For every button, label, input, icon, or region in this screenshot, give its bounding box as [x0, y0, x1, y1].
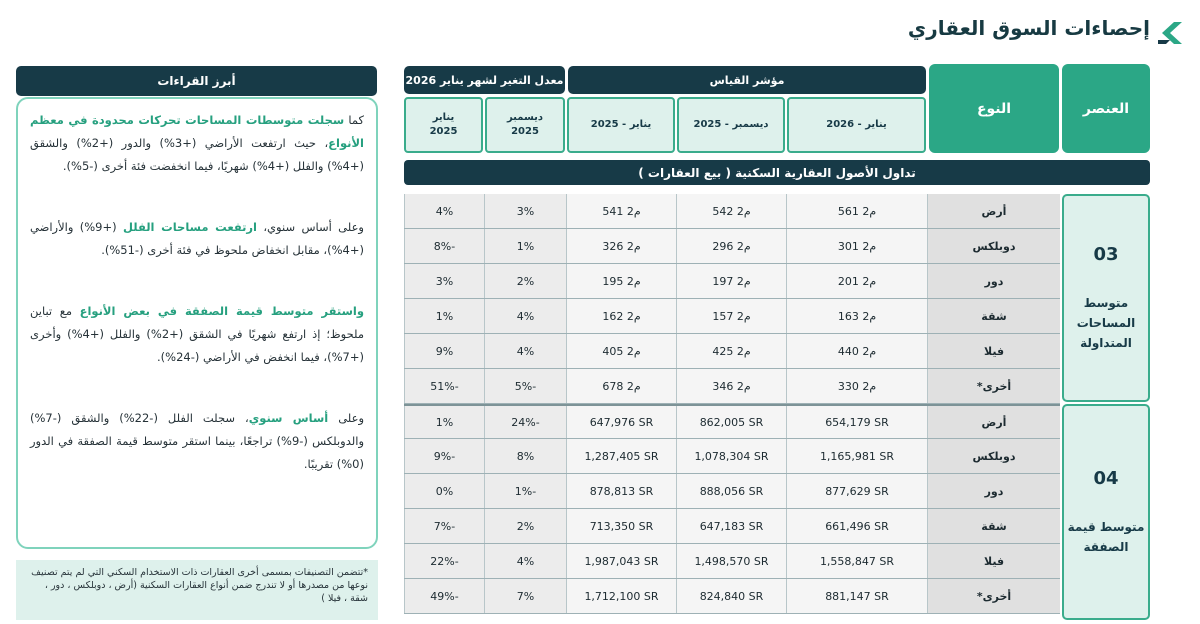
block-title: متوسط المساحات المتداولة	[1076, 295, 1136, 350]
page-title: إحصاءات السوق العقاري	[907, 16, 1150, 40]
type-cell: دوبلكس	[927, 439, 1060, 473]
header-col-jan2025: يناير - 2025	[567, 97, 675, 153]
jan2026-cell: 201 م2	[786, 264, 927, 298]
table-row	[404, 369, 1060, 404]
dec2025-cell: 1,498,570 SR	[676, 544, 786, 578]
para-text: مع تباين ملحوظ؛ إذ ارتفع شهريًا في الشقق (+2%) والفلل (+4%) وأخرى (+7%)، فيما انخفض في الأراضي (-24%).	[30, 304, 364, 364]
block-label-avg-area	[1062, 194, 1150, 402]
jan2025-cell: 195 م2	[566, 264, 676, 298]
change-jan-cell: -51%	[404, 369, 484, 403]
block-number: 03	[1093, 243, 1119, 265]
header-col-jan2026: يناير - 2026	[787, 97, 926, 153]
change-jan-cell: 9%	[404, 334, 484, 368]
change-jan-cell: -9%	[404, 439, 484, 473]
para-text: ، سجلت الفلل (-22%) والشقق (-7%) والدوبلكس (-9%) تراجعًا، بينما استقر متوسط قيمة الصفقة في الدور (0%) تقريبًا.	[30, 411, 364, 471]
jan2025-cell: 1,712,100 SR	[566, 579, 676, 613]
para-text: ، حيث ارتفعت الأراضي (+3%) والدور (+2%) والشقق (+4%) والفلل (+4%) شهريًا، فيما انخفضت فئة أخرى (-5%).	[30, 136, 364, 173]
change-dec-cell: 4%	[484, 544, 566, 578]
block-number: 04	[1093, 467, 1119, 489]
dec2025-cell: 346 م2	[676, 369, 786, 403]
jan2026-cell: 301 م2	[786, 229, 927, 263]
change-jan-cell: 0%	[404, 474, 484, 508]
table-row	[404, 264, 1060, 299]
footnote: *تتضمن التصنيفات بمسمى أخرى العقارات ذات الاستخدام السكني التي لم يتم تصنيف نوعها من مصدرها أو لا تندرج ضمن أنواع العقارات السكنية (أرض ، دوبلكس ، دور ، شقة ، فيلا )	[16, 560, 378, 620]
change-dec-cell: 1%	[484, 229, 566, 263]
table-row	[404, 509, 1060, 544]
jan2026-cell: 163 م2	[786, 299, 927, 333]
change-jan-cell: 4%	[404, 194, 484, 228]
jan2026-cell: 1,165,981 SR	[786, 439, 927, 473]
change-dec-cell: 2%	[484, 509, 566, 543]
jan2026-cell: 661,496 SR	[786, 509, 927, 543]
para-highlight: ارتفعت مساحات الفلل	[122, 220, 257, 234]
highlight-paragraph	[30, 300, 364, 369]
table-row	[404, 334, 1060, 369]
jan2025-cell: 678 م2	[566, 369, 676, 403]
change-jan-cell: -22%	[404, 544, 484, 578]
jan2025-cell: 713,350 SR	[566, 509, 676, 543]
change-dec-cell: -1%	[484, 474, 566, 508]
header-change-dec: ديسمبر 2025	[485, 97, 565, 153]
block-title: متوسط قيمة الصفقة	[1067, 519, 1145, 554]
table-row	[404, 404, 1060, 439]
jan2025-cell: 1,287,405 SR	[566, 439, 676, 473]
type-cell: أرض	[927, 406, 1060, 438]
type-cell: أرض	[927, 194, 1060, 228]
jan2025-cell: 326 م2	[566, 229, 676, 263]
dec2025-cell: 888,056 SR	[676, 474, 786, 508]
highlight-paragraph	[30, 216, 364, 262]
highlight-paragraph	[30, 407, 364, 476]
jan2026-cell: 561 م2	[786, 194, 927, 228]
type-cell: دور	[927, 264, 1060, 298]
change-dec-cell: 8%	[484, 439, 566, 473]
table-row	[404, 229, 1060, 264]
dec2025-cell: 1,078,304 SR	[676, 439, 786, 473]
type-cell: أخرى*	[927, 369, 1060, 403]
jan2025-cell: 878,813 SR	[566, 474, 676, 508]
change-jan-cell: -8%	[404, 229, 484, 263]
brand-logo-icon	[1156, 20, 1184, 46]
jan2026-cell: 881,147 SR	[786, 579, 927, 613]
stats-table	[404, 194, 1060, 614]
type-cell: شقة	[927, 509, 1060, 543]
header-index-measure: مؤشر القياس	[568, 66, 926, 94]
change-jan-cell: -7%	[404, 509, 484, 543]
change-dec-cell: 7%	[484, 579, 566, 613]
type-cell: دوبلكس	[927, 229, 1060, 263]
header-change-jan: يناير 2025	[404, 97, 483, 153]
para-text: وعلى	[328, 411, 365, 425]
table-row	[404, 194, 1060, 229]
dec2025-cell: 157 م2	[676, 299, 786, 333]
para-text: وعلى أساس سنوي،	[257, 220, 364, 234]
table-row	[404, 439, 1060, 474]
jan2026-cell: 654,179 SR	[786, 406, 927, 438]
dec2025-cell: 824,840 SR	[676, 579, 786, 613]
table-row	[404, 299, 1060, 334]
type-cell: شقة	[927, 299, 1060, 333]
table-row	[404, 544, 1060, 579]
para-highlight: سجلت متوسطات المساحات تحركات محدودة في معظم الأنواع	[30, 113, 364, 150]
table-row	[404, 579, 1060, 614]
section-banner: تداول الأصول العقارية السكنية ( بيع العقارات )	[404, 160, 1150, 185]
change-dec-cell: -5%	[484, 369, 566, 403]
jan2025-cell: 647,976 SR	[566, 406, 676, 438]
change-jan-cell: 1%	[404, 299, 484, 333]
header-col-dec2025: ديسمبر - 2025	[677, 97, 785, 153]
jan2025-cell: 162 م2	[566, 299, 676, 333]
dec2025-cell: 296 م2	[676, 229, 786, 263]
header-type: النوع	[929, 64, 1059, 153]
panel-title: أبرز القراءات	[16, 66, 377, 96]
jan2026-cell: 1,558,847 SR	[786, 544, 927, 578]
change-jan-cell: 3%	[404, 264, 484, 298]
para-highlight: واستقر متوسط قيمة الصفقة في بعض الأنواع	[79, 304, 364, 318]
dec2025-cell: 647,183 SR	[676, 509, 786, 543]
jan2026-cell: 877,629 SR	[786, 474, 927, 508]
type-cell: فيلا	[927, 334, 1060, 368]
change-jan-cell: -49%	[404, 579, 484, 613]
para-text: (+9%) والأراضي (+4%)، مقابل انخفاض ملحوظ في فئة أخرى (-51%).	[30, 220, 364, 257]
dec2025-cell: 197 م2	[676, 264, 786, 298]
type-cell: دور	[927, 474, 1060, 508]
jan2025-cell: 405 م2	[566, 334, 676, 368]
highlights-panel	[16, 97, 378, 549]
jan2025-cell: 1,987,043 SR	[566, 544, 676, 578]
change-dec-cell: -24%	[484, 406, 566, 438]
jan2025-cell: 541 م2	[566, 194, 676, 228]
jan2026-cell: 440 م2	[786, 334, 927, 368]
change-dec-cell: 3%	[484, 194, 566, 228]
change-dec-cell: 4%	[484, 334, 566, 368]
table-row	[404, 474, 1060, 509]
header-change-rate: معدل التغير لشهر يناير 2026	[404, 66, 565, 94]
block-label-avg-deal	[1062, 404, 1150, 620]
type-cell: أخرى*	[927, 579, 1060, 613]
para-highlight: أساس سنوي	[248, 411, 329, 425]
dec2025-cell: 425 م2	[676, 334, 786, 368]
change-jan-cell: 1%	[404, 406, 484, 438]
dec2025-cell: 542 م2	[676, 194, 786, 228]
para-text: كما	[344, 113, 364, 127]
highlight-paragraph	[30, 109, 364, 178]
type-cell: فيلا	[927, 544, 1060, 578]
dec2025-cell: 862,005 SR	[676, 406, 786, 438]
header-element: العنصر	[1062, 64, 1150, 153]
change-dec-cell: 4%	[484, 299, 566, 333]
change-dec-cell: 2%	[484, 264, 566, 298]
jan2026-cell: 330 م2	[786, 369, 927, 403]
